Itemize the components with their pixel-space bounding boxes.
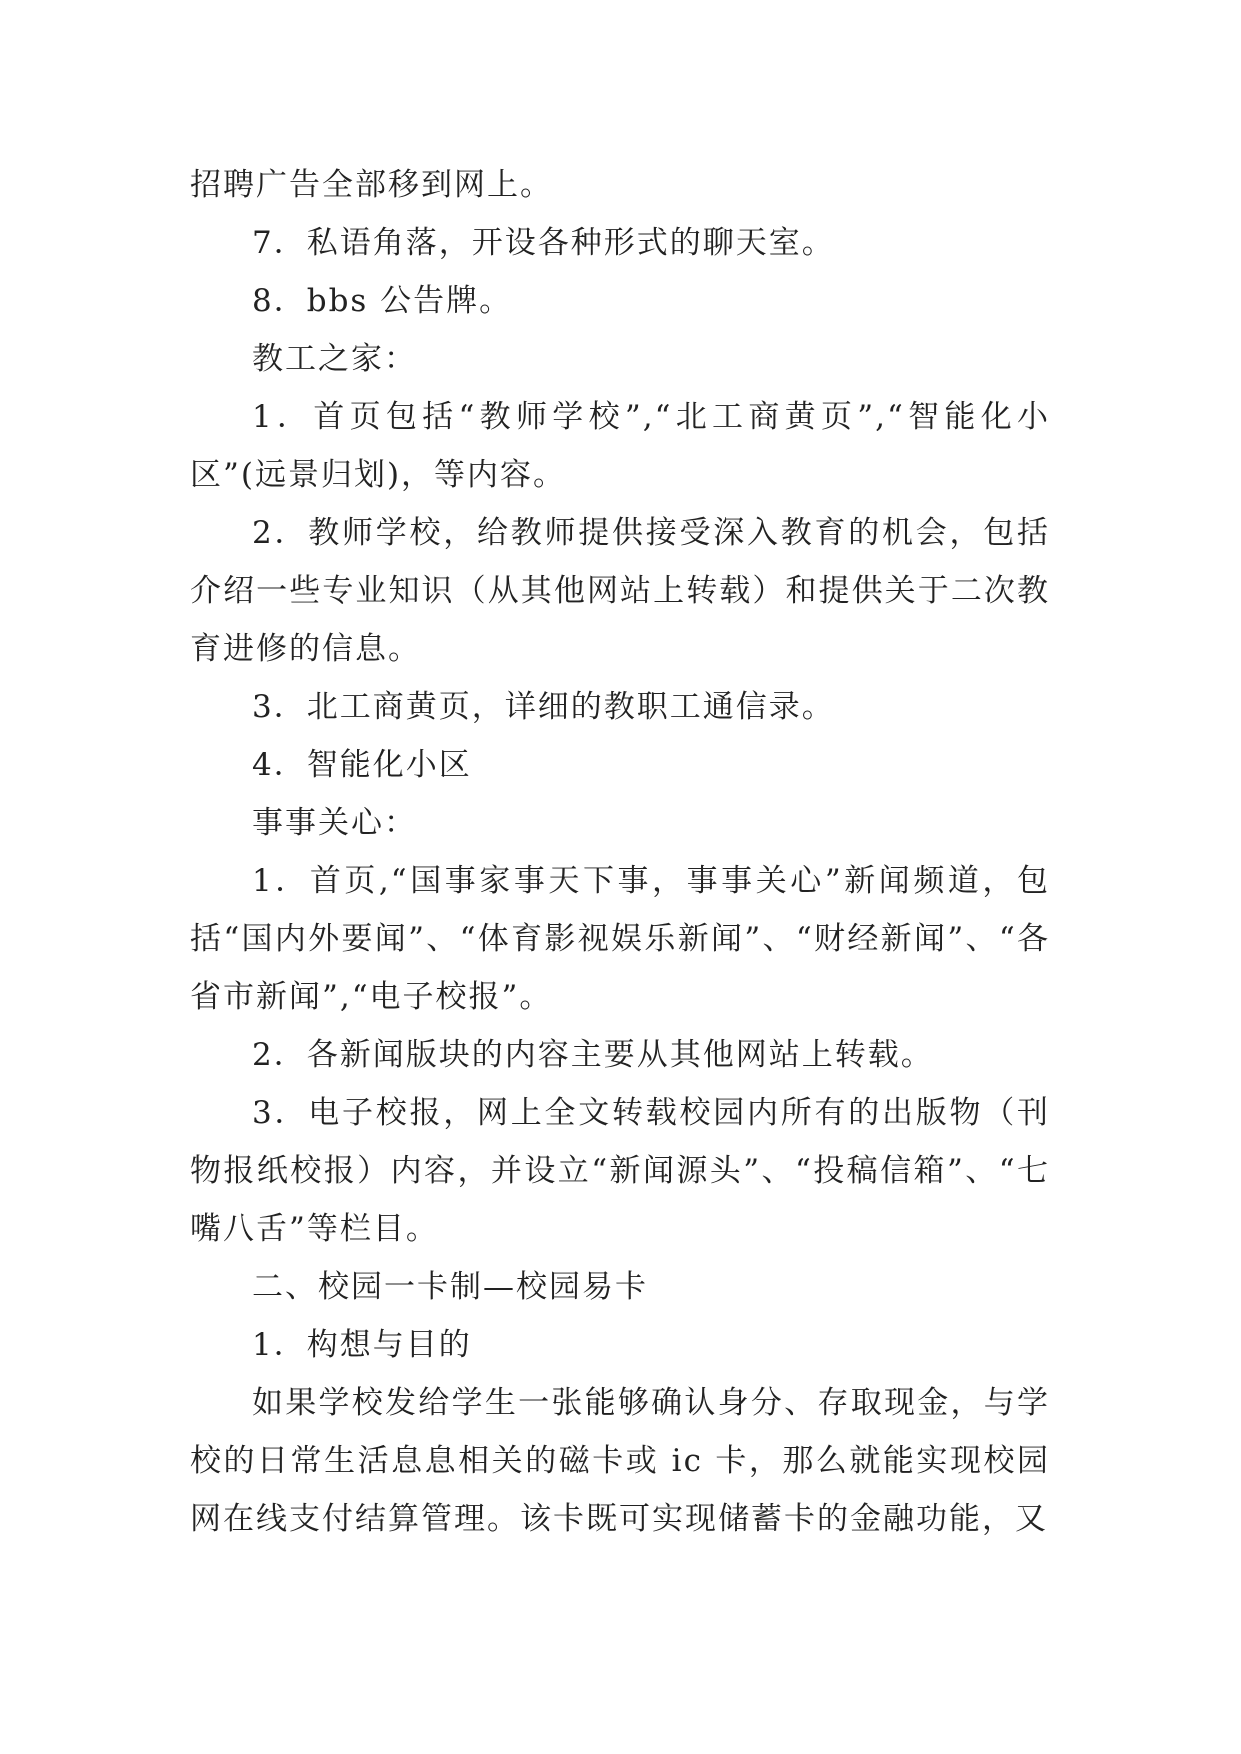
- paragraph: 4．智能化小区: [252, 747, 472, 783]
- subsection-heading: 1．构想与目的: [252, 1327, 472, 1363]
- paragraph: 1．首页包括“教师学校”,“北工商黄页”,“智能化小区”(远景归划)，等内容。: [190, 399, 1050, 493]
- paragraph: 2．教师学校，给教师提供接受深入教育的机会，包括介绍一些专业知识（从其他网站上转载）和提供关于二次教育进修的信息。: [190, 515, 1050, 667]
- paragraph: 8．bbs 公告牌。: [252, 283, 513, 319]
- section-heading: 二、校园一卡制—校园易卡: [252, 1269, 648, 1305]
- paragraph: 3．电子校报，网上全文转载校园内所有的出版物（刊物报纸校报）内容，并设立“新闻源头”、“投稿信箱”、“七嘴八舌”等栏目。: [190, 1095, 1050, 1247]
- section-heading: 事事关心：: [252, 805, 417, 841]
- paragraph: 2．各新闻版块的内容主要从其他网站上转载。: [252, 1037, 934, 1073]
- paragraph: 1．首页,“国事家事天下事，事事关心”新闻频道，包括“国内外要闻”、“体育影视娱乐新闻”、“财经新闻”、“各省市新闻”,“电子校报”。: [190, 863, 1050, 1015]
- paragraph: 如果学校发给学生一张能够确认身分、存取现金，与学校的日常生活息息相关的磁卡或 ic 卡，那么就能实现校园网在线支付结算管理。该卡既可实现储蓄卡的金融功能，又: [190, 1385, 1050, 1537]
- paragraph: 7．私语角落，开设各种形式的聊天室。: [252, 225, 835, 261]
- paragraph: 招聘广告全部移到网上。: [190, 167, 553, 203]
- paragraph: 3．北工商黄页，详细的教职工通信录。: [252, 689, 835, 725]
- section-heading: 教工之家：: [252, 341, 417, 377]
- document-body: [190, 156, 1050, 1548]
